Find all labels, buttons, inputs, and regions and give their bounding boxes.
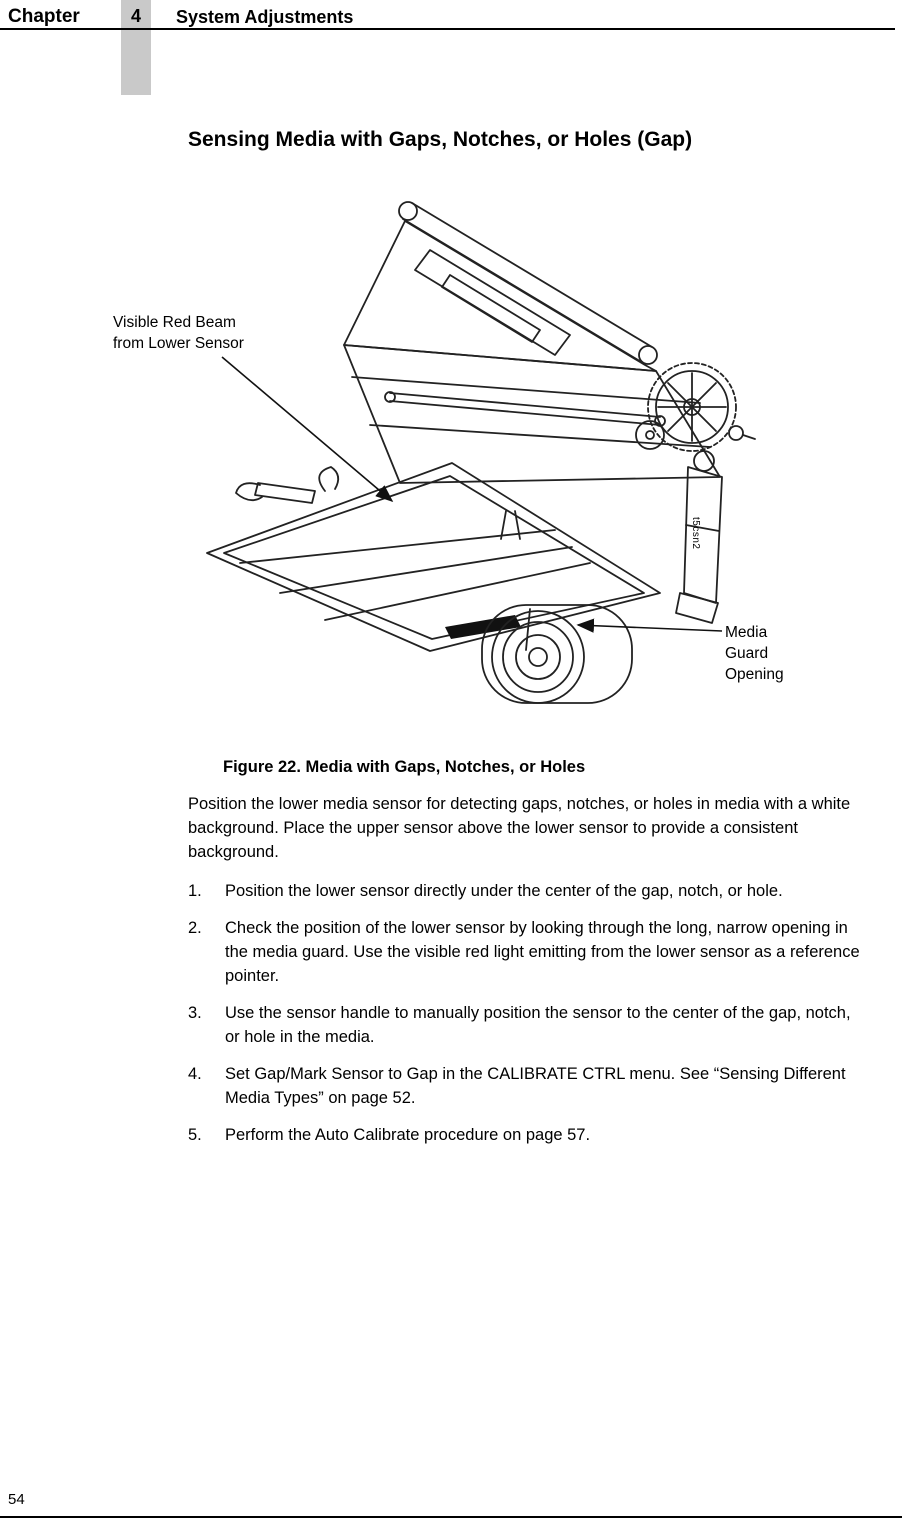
list-item <box>188 1001 862 1049</box>
callout-visible-red-beam-line2: from Lower Sensor <box>113 335 244 352</box>
figure-caption: Figure 22. Media with Gaps, Notches, or Holes <box>223 758 586 776</box>
page-title: Sensing Media with Gaps, Notches, or Holes (Gap) <box>188 128 693 151</box>
callout-visible-red-beam-line1: Visible Red Beam <box>113 314 236 331</box>
callout-visible-red-beam <box>113 312 244 354</box>
step-text: Set Gap/Mark Sensor to Gap in the CALIBRATE CTRL menu. See “Sensing Different Media Types” on page 52. <box>225 1065 846 1107</box>
body-text <box>188 792 862 1160</box>
step-number: 2. <box>188 919 202 937</box>
chapter-number: 4 <box>130 6 141 26</box>
step-text: Check the position of the lower sensor by looking through the long, narrow opening in the media guard. Use the visible red light emitting from the lower sensor as a reference pointer. <box>225 919 860 985</box>
step-number: 4. <box>188 1065 202 1083</box>
printer-illustration <box>100 195 790 745</box>
step-number: 3. <box>188 1004 202 1022</box>
page-number: 54 <box>8 1491 25 1508</box>
header-section-title: System Adjustments <box>176 7 354 27</box>
list-item <box>188 879 862 903</box>
callout-media-guard-line1: Media Guard <box>725 624 769 662</box>
media-guard-callout-arrow <box>578 625 722 631</box>
step-text: Use the sensor handle to manually position the sensor to the center of the gap, notch, or hole in the media. <box>225 1004 851 1046</box>
callout-media-guard-opening <box>725 622 790 685</box>
step-text: Position the lower sensor directly under the center of the gap, notch, or hole. <box>225 882 783 900</box>
step-number: 5. <box>188 1126 202 1144</box>
list-item <box>188 916 862 988</box>
step-text: Perform the Auto Calibrate procedure on page 57. <box>225 1126 591 1144</box>
figure-id-label: t5csn2 <box>690 517 701 550</box>
figure-media-gaps <box>100 195 790 745</box>
list-item <box>188 1062 862 1110</box>
intro-paragraph: Position the lower media sensor for detecting gaps, notches, or holes in media with a white background. Place the upper sensor above the lower sensor to provide a consistent background. <box>188 795 851 861</box>
chapter-label: Chapter <box>8 6 80 27</box>
footer-rule <box>0 1516 902 1518</box>
step-number: 1. <box>188 882 202 900</box>
list-item <box>188 1123 862 1147</box>
chapter-number-tab <box>121 0 151 95</box>
callout-media-guard-line2: Opening <box>725 666 784 683</box>
header-rule <box>0 28 895 30</box>
